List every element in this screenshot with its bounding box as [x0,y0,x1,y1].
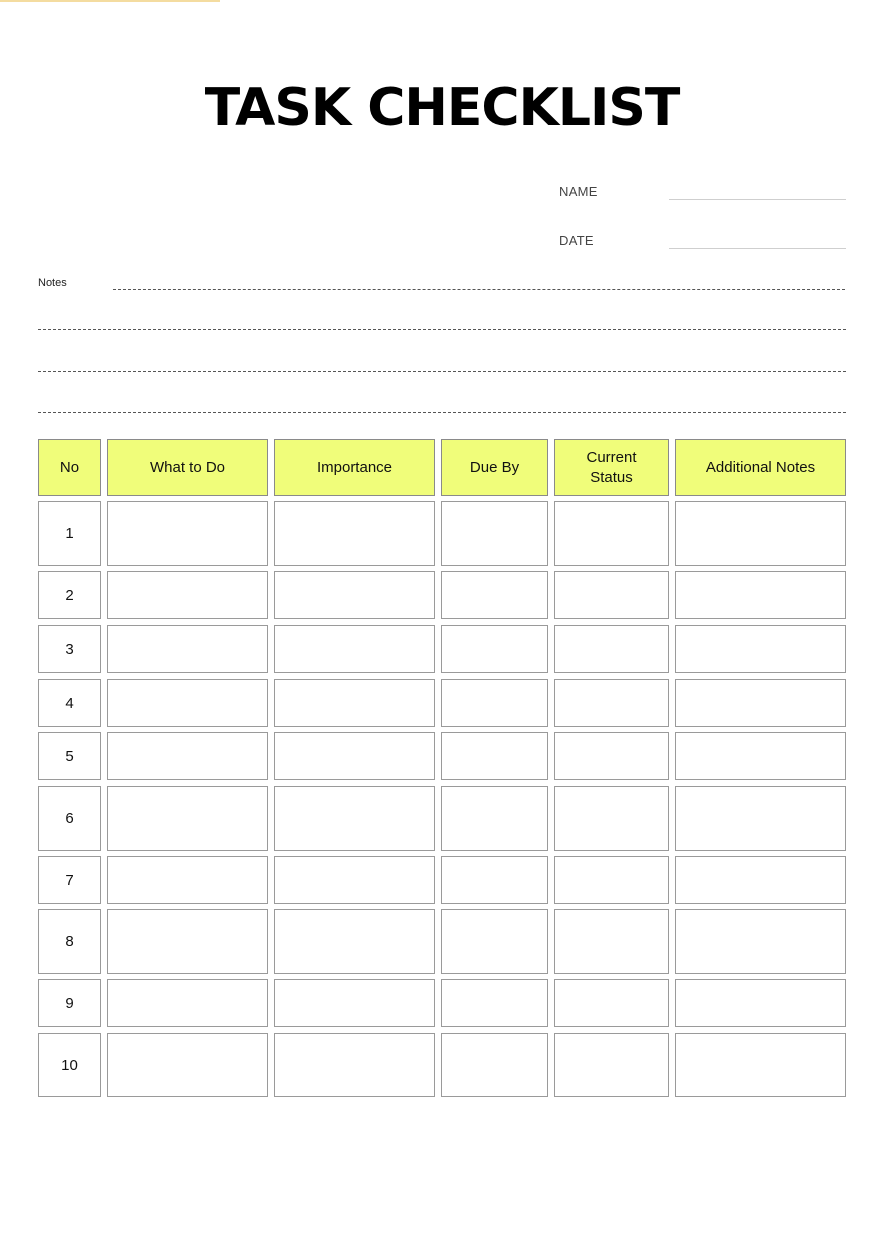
row-number-cell [38,571,101,619]
header-label: What to Do [149,458,226,476]
cell-what-to-do[interactable] [107,501,268,566]
header-label: Additional Notes [705,458,816,476]
date-field[interactable] [669,248,846,249]
cell-what-to-do[interactable] [107,625,268,673]
notes-line-4[interactable] [38,412,846,413]
cell-current-status[interactable] [554,501,669,566]
cell-importance[interactable] [274,679,435,727]
row-number-cell [38,856,101,904]
header-label: Importance [316,458,393,476]
row-number: 6 [65,810,74,827]
row-number-cell [38,732,101,780]
cell-additional-notes[interactable] [675,786,846,851]
cell-importance[interactable] [274,732,435,780]
cell-current-status[interactable] [554,909,669,974]
row-number: 7 [65,871,74,889]
row-number: 2 [65,586,74,604]
cell-what-to-do[interactable] [107,1033,268,1097]
cell-due-by[interactable] [441,856,548,904]
cell-due-by[interactable] [441,571,548,619]
cell-current-status[interactable] [554,786,669,851]
cell-current-status[interactable] [554,571,669,619]
cell-what-to-do[interactable] [107,679,268,727]
cell-current-status[interactable] [554,979,669,1027]
row-number-cell [38,979,101,1027]
notes-line-2[interactable] [38,329,846,330]
date-label: DATE [559,233,594,248]
cell-due-by[interactable] [441,909,548,974]
header-label: No [59,458,80,476]
header-no [38,439,101,496]
header-due-by [441,439,548,496]
cell-due-by[interactable] [441,501,548,566]
top-accent-bar [0,0,220,2]
row-number: 3 [65,640,74,658]
cell-due-by[interactable] [441,786,548,851]
page-title: TASK CHECKLIST [204,78,680,138]
cell-what-to-do[interactable] [107,571,268,619]
name-label: NAME [559,184,598,199]
cell-importance[interactable] [274,786,435,851]
cell-current-status[interactable] [554,856,669,904]
cell-importance[interactable] [274,979,435,1027]
row-number: 8 [65,933,74,950]
row-number-cell [38,909,101,974]
cell-importance[interactable] [274,856,435,904]
cell-due-by[interactable] [441,979,548,1027]
cell-importance[interactable] [274,1033,435,1097]
cell-additional-notes[interactable] [675,979,846,1027]
notes-label: Notes [38,277,67,289]
header-importance [274,439,435,496]
cell-due-by[interactable] [441,679,548,727]
cell-due-by[interactable] [441,625,548,673]
header-current-status [554,439,669,496]
row-number-cell [38,1033,101,1097]
header-label: Current Status [586,448,637,486]
cell-current-status[interactable] [554,1033,669,1097]
cell-due-by[interactable] [441,1033,548,1097]
cell-importance[interactable] [274,571,435,619]
cell-current-status[interactable] [554,625,669,673]
cell-what-to-do[interactable] [107,856,268,904]
name-field[interactable] [669,199,846,200]
cell-additional-notes[interactable] [675,625,846,673]
cell-importance[interactable] [274,625,435,673]
cell-what-to-do[interactable] [107,979,268,1027]
row-number: 1 [65,525,74,542]
cell-what-to-do[interactable] [107,732,268,780]
header-label: Due By [469,458,520,476]
row-number-cell [38,625,101,673]
cell-importance[interactable] [274,909,435,974]
cell-additional-notes[interactable] [675,732,846,780]
row-number-cell [38,679,101,727]
cell-additional-notes[interactable] [675,1033,846,1097]
cell-importance[interactable] [274,501,435,566]
cell-additional-notes[interactable] [675,856,846,904]
cell-current-status[interactable] [554,732,669,780]
cell-additional-notes[interactable] [675,679,846,727]
cell-due-by[interactable] [441,732,548,780]
cell-additional-notes[interactable] [675,909,846,974]
cell-additional-notes[interactable] [675,501,846,566]
row-number-cell [38,786,101,851]
row-number-cell [38,501,101,566]
row-number: 10 [61,1056,78,1074]
row-number: 9 [65,994,74,1012]
cell-what-to-do[interactable] [107,909,268,974]
notes-line-1[interactable] [113,289,845,290]
cell-current-status[interactable] [554,679,669,727]
row-number: 5 [65,747,74,765]
header-what-to-do [107,439,268,496]
header-additional-notes [675,439,846,496]
cell-additional-notes[interactable] [675,571,846,619]
cell-what-to-do[interactable] [107,786,268,851]
row-number: 4 [65,694,74,712]
notes-line-3[interactable] [38,371,846,372]
